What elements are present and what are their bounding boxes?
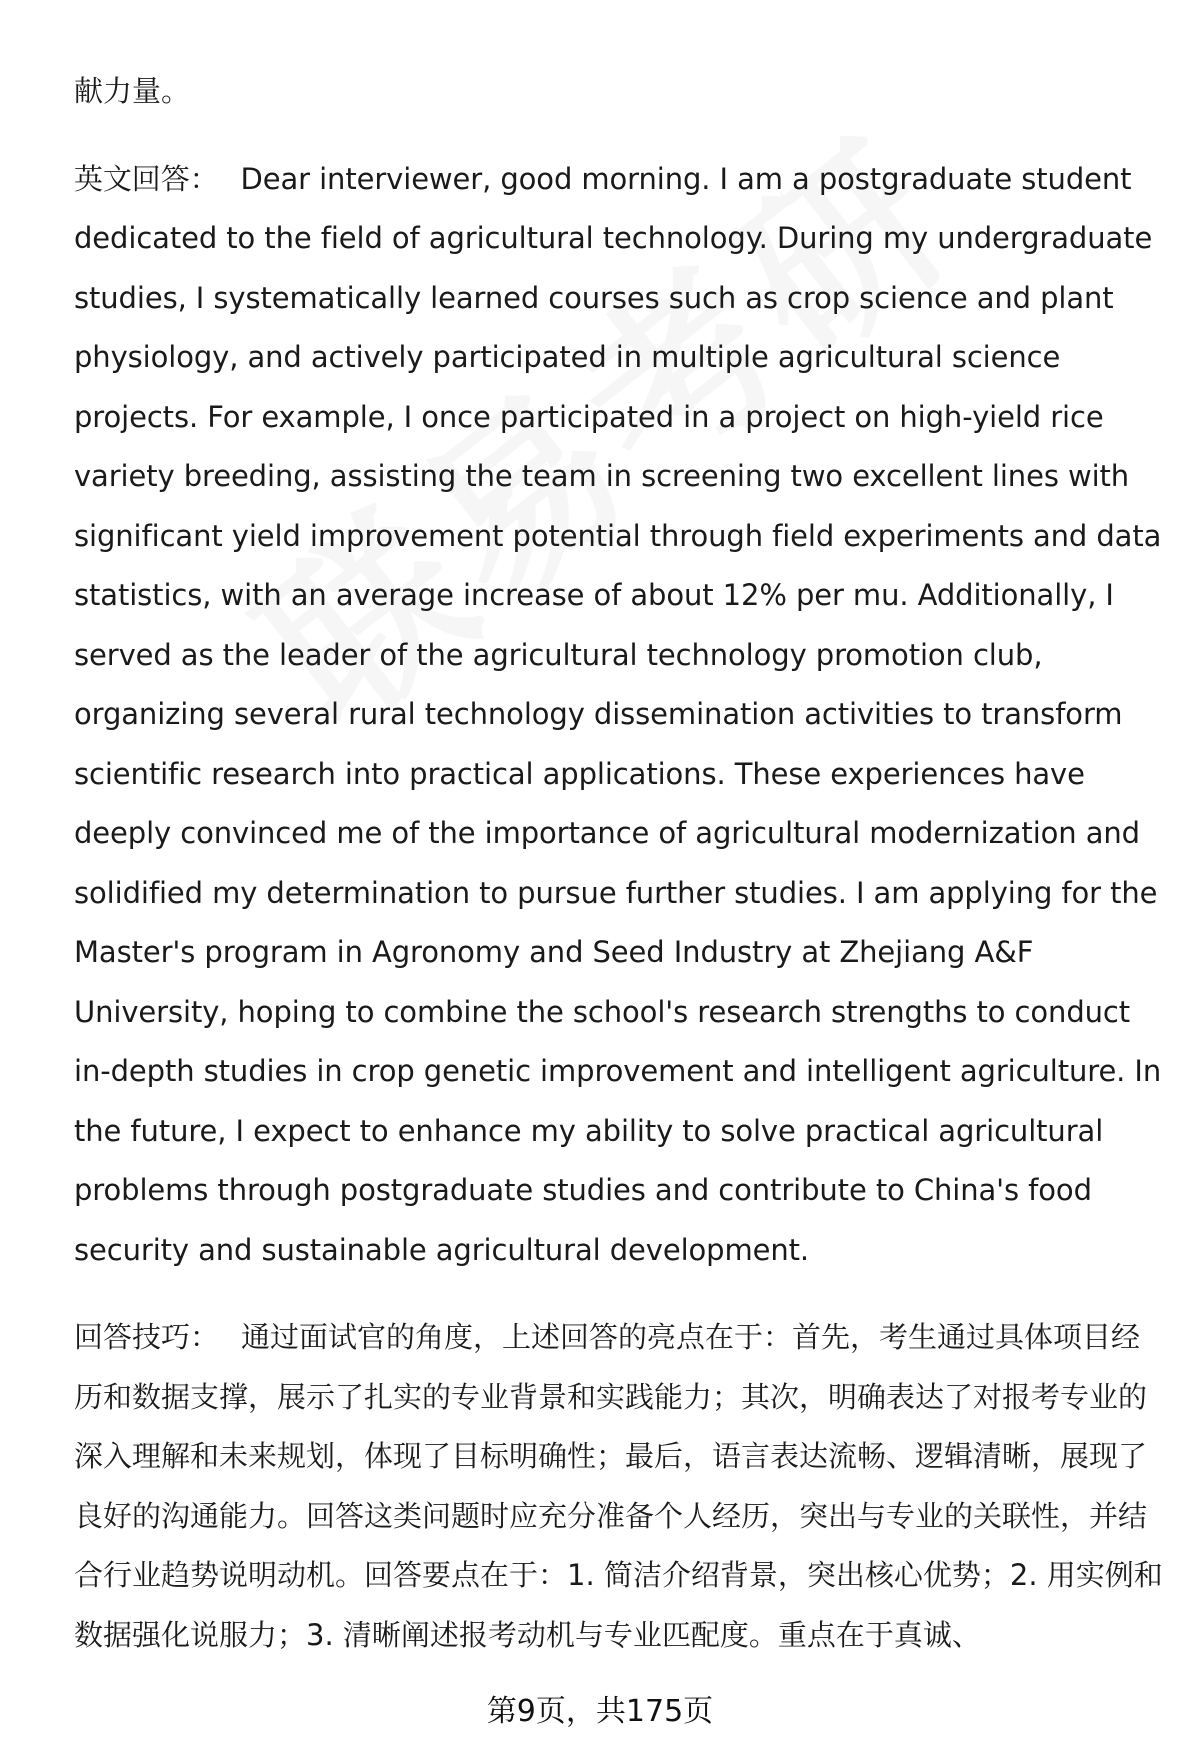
english-answer-label: 英文回答： (74, 161, 219, 196)
answer-tips-paragraph (74, 1308, 1164, 1665)
document-page (74, 62, 1164, 1665)
answer-tips-text: 通过面试官的角度，上述回答的亮点在于：首先，考生通过具体项目经历和数据支撑，展示了扎实的专业背景和实践能力；其次，明确表达了对报考专业的深入理解和未来规划，体现了目标明确性；最后，语言表达流畅、逻辑清晰，展现了良好的沟通能力。回答这类问题时应充分准备个人经历，突出与专业的关联性，并结合行业趋势说明动机。回答要点在于：1. 简洁介绍背景，突出核心优势；2. 用实例和数据强化说服力；3. 清晰阐述报考动机与专业匹配度。重点在于真诚、 (74, 1320, 1163, 1652)
intro-tail-text: 献力量。 (74, 74, 191, 108)
page-number: 第9页，共175页 (486, 1694, 714, 1729)
page-footer (0, 1686, 1200, 1730)
english-answer-text: Dear interviewer, good morning. I am a postgraduate student dedicated to the field of agricultural technology. During my undergraduate studies, I systematically learned courses such as crop science and plant physiology, and actively participated in multiple agricultural science projects. For example, I once participated in a project on high-yield rice variety breeding, assisting the team in screening two excellent lines with significant yield improvement potential through field experiments and data statistics, with an average increase of about 12% per mu. Additionally, I served as the leader of the agricultural technology promotion club, organizing several rural technology dissemination activities to transform scientific research into practical applications. These experiences have deeply convinced me of the importance of agricultural modernization and solidified my determination to pursue further studies. I am applying for the Master's program in Agronomy and Seed Industry at Zhejiang A&F University, hoping to combine the school's research strengths to conduct in-depth studies in crop genetic improvement and intelligent agriculture. In the future, I expect to enhance my ability to solve practical agricultural problems through postgraduate studies and contribute to China's food security and sustainable agricultural development. (74, 161, 1162, 1267)
answer-tips-label: 回答技巧： (74, 1320, 220, 1354)
english-answer-paragraph (74, 150, 1164, 1281)
